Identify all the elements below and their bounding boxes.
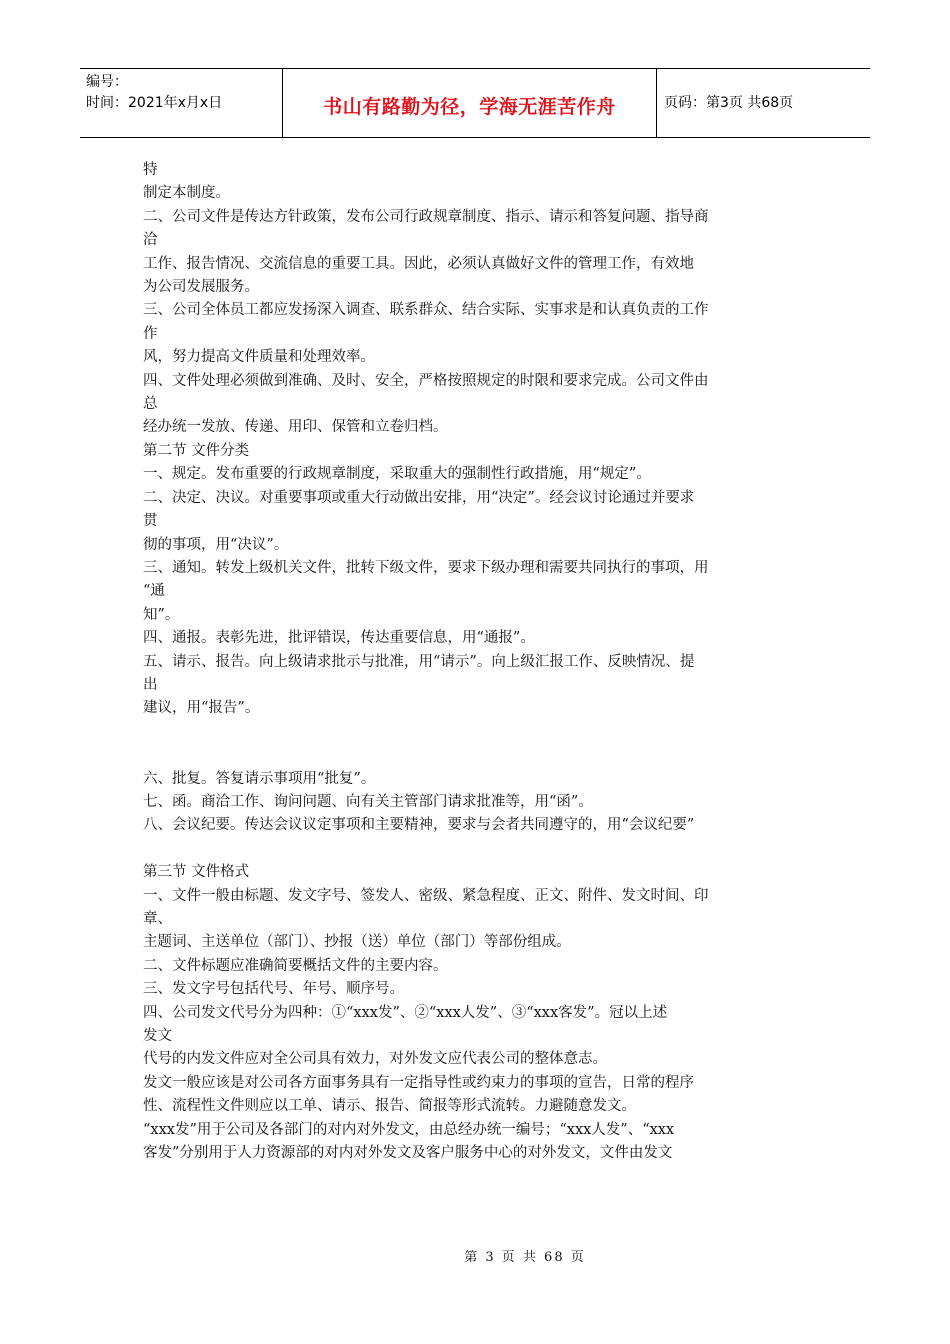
- text-line: 建议，用“报告”。: [143, 700, 260, 717]
- text-line: 四、通报。表彰先进，批评错误，传达重要信息，用“通报”。: [143, 630, 535, 647]
- text-line: 代号的内发文件应对全公司具有效力，对外发文应代表公司的整体意志。: [143, 1051, 607, 1068]
- document-number-label: 编号：: [86, 74, 128, 90]
- text-line: 特: [143, 162, 158, 178]
- text-line: 风，努力提高文件质量和处理效率。: [143, 349, 375, 366]
- document-date: 时间：2021年x月x日: [86, 95, 223, 111]
- text-line: 六、批复。答复请示事项用“批复”。: [143, 770, 376, 787]
- text-line: 贯: [143, 513, 158, 530]
- text-line: 三、发文字号包括代号、年号、顺序号。: [143, 981, 404, 998]
- text-line: 五、请示、报告。向上级请求批示与批准，用“请示”。向上级汇报工作、反映情况、提: [143, 653, 695, 670]
- text-line: 性、流程性文件则应以工单、请示、报告、简报等形式流转。力避随意发文。: [143, 1098, 636, 1115]
- text-line: 七、函。商洽工作、询问问题、向有关主管部门请求批准等，用“函”。: [143, 793, 593, 810]
- text-line: 三、通知。转发上级机关文件，批转下级文件，要求下级办理和需要共同执行的事项，用: [143, 559, 709, 576]
- text-line: 作: [143, 325, 158, 342]
- text-line: 总: [143, 396, 158, 413]
- text-line: [143, 838, 815, 861]
- text-line: 知”。: [143, 606, 180, 623]
- text-line: 主题词、主送单位（部门）、抄报（送）单位（部门）等部份组成。: [143, 934, 571, 951]
- text-line: “xxx发”用于公司及各部门的对内对外发文，由总经办统一编号；“xxx人发”、“xxx: [143, 1121, 675, 1138]
- header-motto: 书山有路勤为径，学海无涯苦作舟: [283, 69, 657, 137]
- header-meta-cell: [80, 69, 283, 137]
- text-line: [143, 721, 815, 744]
- text-line: 四、文件处理必须做到准确、及时、安全，严格按照规定的时限和要求完成。公司文件由: [143, 372, 709, 389]
- text-line: 二、决定、决议。对重要事项或重大行动做出安排，用“决定”。经会议讨论通过并要求: [143, 489, 695, 506]
- text-line: 彻的事项，用“决议”。: [143, 536, 289, 553]
- text-line: 第三节 文件格式: [143, 864, 250, 881]
- header-page-info: 页码：第3页 共68页: [664, 95, 794, 111]
- text-line: 一、规定。发布重要的行政规章制度，采取重大的强制性行政措施，用“规定”。: [143, 466, 651, 483]
- page-header: [80, 68, 870, 138]
- document-body: [143, 159, 815, 1165]
- text-line: 制定本制度。: [143, 185, 230, 202]
- text-line: [143, 744, 815, 767]
- text-line: 四、公司发文代号分为四种：①“xxx发”、②“xxx人发”、③“xxx客发”。冠以上述: [143, 1004, 668, 1021]
- text-line: 发文: [143, 1027, 172, 1044]
- text-line: 为公司发展服务。: [143, 279, 259, 296]
- text-line: 工作、报告情况、交流信息的重要工具。因此，必须认真做好文件的管理工作，有效地: [143, 255, 694, 272]
- text-line: 发文一般应该是对公司各方面事务具有一定指导性或约束力的事项的宣告，日常的程序: [143, 1074, 694, 1091]
- text-line: 客发”分别用于人力资源部的对内对外发文及客户服务中心的对外发文，文件由发文: [143, 1145, 673, 1162]
- text-line: 八、会议纪要。传达会议议定事项和主要精神，要求与会者共同遵守的，用“会议纪要”: [143, 817, 695, 834]
- text-line: 二、文件标题应准确简要概括文件的主要内容。: [143, 957, 448, 974]
- page-footer: 第 3 页 共 68 页: [464, 1250, 586, 1265]
- text-line: 出: [143, 676, 158, 693]
- text-line: 章、: [143, 910, 172, 927]
- text-line: 第二节 文件分类: [143, 442, 250, 459]
- text-line: “通: [143, 583, 165, 600]
- text-line: 经办统一发放、传递、用印、保管和立卷归档。: [143, 419, 448, 436]
- text-line: 洽: [143, 232, 158, 249]
- text-line: 二、公司文件是传达方针政策，发布公司行政规章制度、指示、请示和答复问题、指导商: [143, 208, 709, 225]
- text-line: 三、公司全体员工都应发扬深入调查、联系群众、结合实际、实事求是和认真负责的工作: [143, 302, 709, 319]
- text-line: 一、文件一般由标题、发文字号、签发人、密级、紧急程度、正文、附件、发文时间、印: [143, 887, 709, 904]
